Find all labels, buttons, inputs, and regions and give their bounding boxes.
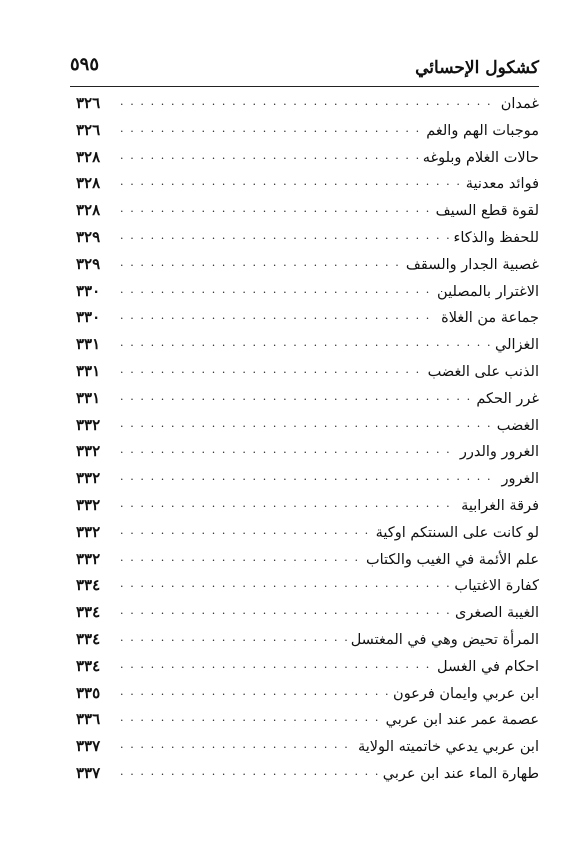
toc-entry-page: ٣٣٢ — [76, 549, 101, 568]
toc-entry-title: الذنب على الغضب — [427, 363, 539, 380]
toc-entry — [76, 572, 539, 599]
toc-entry-page: ٣٣٤ — [76, 656, 101, 675]
toc-entry-page: ٣٢٦ — [76, 94, 101, 112]
dot-leader — [120, 303, 437, 330]
toc-entry — [76, 760, 539, 787]
toc-entry-page: ٣٣٢ — [76, 495, 101, 514]
dot-leader — [120, 571, 450, 598]
toc-entry-title: ابن عربي يدعي خاتميته الولاية — [357, 739, 539, 756]
toc-entry-title: عصمة عمر عند ابن عربي — [385, 712, 539, 729]
toc-entry-title: لقوة قطع السيف — [435, 203, 539, 220]
toc-entry-title: احكام في الغسل — [437, 658, 539, 675]
toc-entry-page: ٣٣١ — [76, 361, 101, 380]
table-of-contents — [76, 90, 539, 787]
toc-entry — [76, 733, 539, 760]
toc-entry — [76, 438, 539, 465]
toc-entry — [76, 519, 539, 546]
toc-entry-page: ٣٢٩ — [76, 227, 101, 246]
dot-leader — [120, 625, 347, 652]
dot-leader — [120, 732, 354, 759]
toc-entry — [76, 680, 539, 707]
dot-leader — [120, 518, 372, 545]
toc-entry-page: ٣٣٢ — [76, 469, 101, 488]
toc-entry-title: غرر الحكم — [476, 390, 539, 407]
dot-leader — [120, 464, 498, 491]
toc-entry-title: المرأة تحيض وهي في المغتسل — [350, 631, 539, 648]
dot-leader — [120, 679, 389, 706]
dot-leader — [120, 250, 402, 277]
toc-entry-title: ابن عربي وايمان فرعون — [393, 685, 539, 702]
toc-entry — [76, 412, 539, 439]
toc-entry-title: كفارة الاغتياب — [454, 578, 539, 595]
header-rule — [70, 86, 539, 87]
toc-entry-page: ٣٣٤ — [76, 603, 101, 622]
dot-leader — [120, 598, 451, 625]
toc-entry-title: جماعة من الغلاة — [441, 310, 539, 327]
toc-entry-page: ٣٣٢ — [76, 522, 101, 541]
dot-leader — [120, 357, 424, 384]
page-number: ٥٩٥ — [70, 54, 100, 75]
dot-leader — [120, 491, 457, 518]
toc-entry — [76, 492, 539, 519]
toc-entry — [76, 653, 539, 680]
toc-entry — [76, 117, 539, 144]
toc-entry-title: الغزالي — [495, 337, 539, 354]
dot-leader — [120, 437, 456, 464]
toc-entry-title: لو كانت على السنتكم اوكية — [375, 524, 539, 541]
toc-entry — [76, 465, 539, 492]
toc-entry-title: الغيبة الصغرى — [455, 605, 539, 622]
toc-entry-page: ٣٣١ — [76, 335, 101, 354]
toc-entry — [76, 546, 539, 573]
dot-leader — [120, 330, 491, 357]
dot-leader — [120, 705, 382, 732]
dot-leader — [120, 223, 450, 250]
toc-entry — [76, 251, 539, 278]
toc-entry — [76, 385, 539, 412]
toc-entry-title: للحفظ والذكاء — [453, 229, 539, 246]
dot-leader — [120, 411, 493, 438]
toc-entry — [76, 304, 539, 331]
toc-entry-title: علم الأئمة في الغيب والكتاب — [365, 551, 539, 568]
toc-entry — [76, 144, 539, 171]
toc-entry-title: الغرور والدرر — [459, 444, 539, 461]
toc-entry — [76, 599, 539, 626]
toc-entry-page: ٣٢٩ — [76, 254, 101, 273]
toc-entry-page: ٣٢٨ — [76, 201, 101, 220]
toc-entry-title: غمدان — [500, 96, 539, 112]
toc-entry — [76, 358, 539, 385]
toc-entry — [76, 170, 539, 197]
toc-entry-title: الاغترار بالمصلين — [437, 283, 539, 300]
toc-entry-page: ٣٢٦ — [76, 120, 101, 139]
dot-leader — [120, 196, 432, 223]
toc-entry-title: طهارة الماء عند ابن عربي — [382, 765, 539, 782]
toc-entry-page: ٣٣٠ — [76, 281, 101, 300]
dot-leader — [120, 759, 379, 786]
toc-entry — [76, 224, 539, 251]
dot-leader — [120, 116, 422, 143]
dot-leader — [120, 277, 433, 304]
toc-entry-page: ٣٢٨ — [76, 174, 101, 193]
toc-entry-page: ٣٣٢ — [76, 442, 101, 461]
toc-entry-title: الغرور — [501, 471, 539, 488]
toc-entry-page: ٣٣٥ — [76, 683, 101, 702]
toc-entry-page: ٣٣٢ — [76, 415, 101, 434]
page-header — [70, 54, 539, 80]
toc-entry-title: غصبية الجدار والسقف — [405, 256, 539, 273]
toc-entry — [76, 197, 539, 224]
toc-entry — [76, 626, 539, 653]
dot-leader — [120, 545, 362, 572]
toc-entry-page: ٣٣٧ — [76, 763, 101, 782]
toc-entry-title: فرقة الغرابية — [461, 497, 539, 514]
dot-leader — [120, 89, 497, 116]
toc-entry-page: ٣٣٤ — [76, 629, 101, 648]
toc-entry-page: ٣٣١ — [76, 388, 101, 407]
toc-entry-title: الغضب — [496, 417, 539, 434]
toc-entry — [76, 331, 539, 358]
toc-entry-page: ٣٣٠ — [76, 308, 101, 327]
toc-entry-title: حالات الغلام وبلوغه — [422, 149, 539, 166]
dot-leader — [120, 143, 419, 170]
toc-entry-page: ٣٢٨ — [76, 147, 101, 166]
toc-entry-page: ٣٣٤ — [76, 576, 101, 595]
toc-entry-title: فوائد معدنية — [465, 176, 539, 193]
toc-entry-page: ٣٣٦ — [76, 710, 101, 729]
dot-leader — [120, 384, 472, 411]
toc-entry — [76, 706, 539, 733]
dot-leader — [120, 652, 433, 679]
toc-entry-page: ٣٣٧ — [76, 737, 101, 756]
book-title: كشكول الإحسائي — [415, 58, 539, 78]
toc-entry-title: موجبات الهم والغم — [426, 122, 539, 139]
dot-leader — [120, 169, 462, 196]
toc-entry — [76, 278, 539, 305]
toc-entry — [76, 90, 539, 117]
